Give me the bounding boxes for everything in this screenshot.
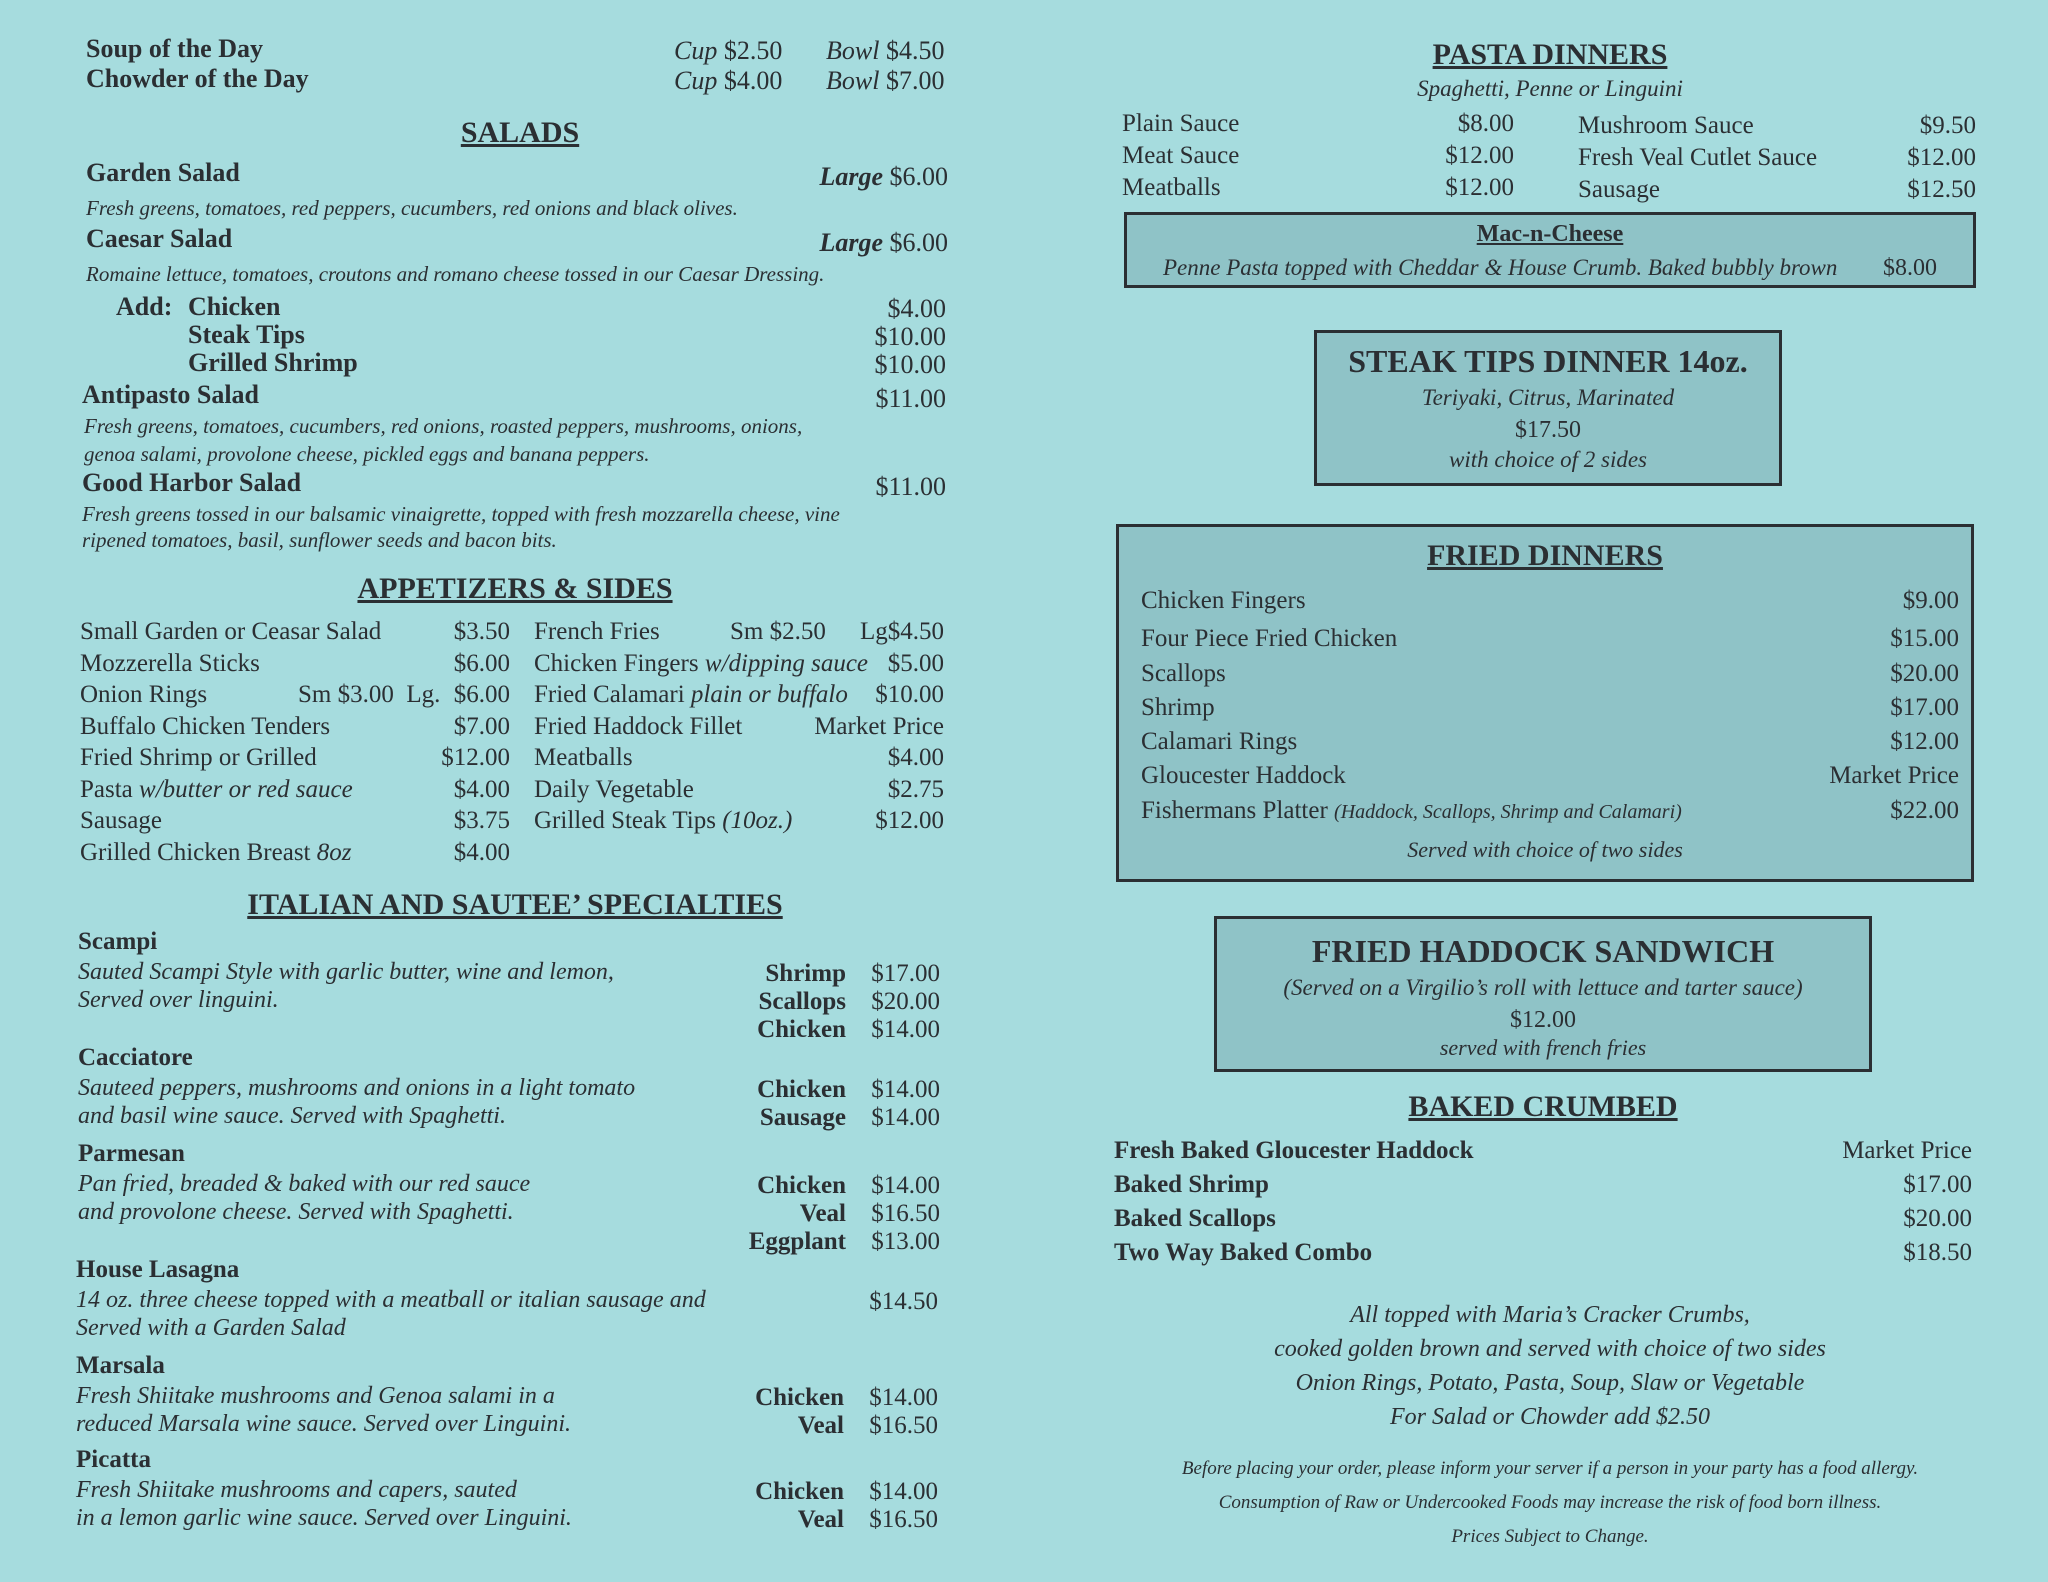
item-options: Shrimp $17.00 Scallops $20.00 Chicken $14.00 (757, 960, 940, 1043)
pasta-row: Meatballs $12.00 (1122, 174, 1514, 201)
appetizer-row: Pasta w/butter or red sauce $4.00 (80, 775, 510, 803)
fried-row: Chicken Fingers $9.00 (1141, 587, 1959, 614)
soup-name: Soup of the Day (86, 34, 263, 63)
baked-row: Baked Shrimp $17.00 (1114, 1171, 1972, 1198)
pasta-heading: PASTA DINNERS (1432, 38, 1668, 71)
addon-name: Grilled Shrimp (188, 348, 358, 377)
addon-price: $10.00 (874, 350, 946, 379)
pasta-row: Meat Sauce $12.00 (1122, 142, 1514, 169)
item-name: Marsala (76, 1352, 165, 1379)
appetizer-row: Mozzerella Sticks $6.00 (80, 649, 510, 677)
item-options: Chicken $14.00 Veal $16.50 (755, 1384, 938, 1439)
haddock-sandwich-desc: (Served on a Virgilio’s roll with lettuce and tarter sauce) (1283, 975, 1803, 1000)
baked-row: Two Way Baked Combo $18.50 (1114, 1239, 1972, 1266)
italian-heading: ITALIAN AND SAUTEE’ SPECIALTIES (247, 888, 783, 921)
addon-name: Chicken (188, 292, 281, 321)
garden-salad-desc: Fresh greens, tomatoes, red peppers, cucumbers, red onions and black olives. (86, 196, 738, 220)
good-harbor-salad-name: Good Harbor Salad (82, 468, 302, 497)
pasta-col1 (1122, 108, 1514, 204)
appetizer-row: Chicken Fingers w/dipping sauce $5.00 (534, 649, 944, 677)
fried-row: Gloucester Haddock Market Price (1141, 762, 1959, 789)
mac-n-cheese-title: Mac-n-Cheese (1476, 221, 1624, 247)
mac-n-cheese-box (1124, 212, 1976, 288)
caesar-salad-name: Caesar Salad (86, 224, 233, 253)
steak-tips-price: $17.50 (1515, 417, 1581, 443)
addon-name: Steak Tips (188, 320, 305, 349)
antipasto-salad-price: $11.00 (875, 384, 946, 413)
appetizer-row: Grilled Steak Tips (10oz.) $12.00 (534, 807, 944, 834)
appetizer-row: Grilled Chicken Breast 8oz $4.00 (80, 838, 510, 866)
fried-row: Four Piece Fried Chicken $15.00 (1141, 625, 1959, 652)
pasta-row: Plain Sauce $8.00 (1122, 110, 1514, 137)
item-desc: Sauted Scampi Style with garlic butter, wine and lemon, Served over linguini. (78, 959, 614, 1013)
item-options: Chicken $14.00 Veal $16.50 Eggplant $13.00 (748, 1172, 940, 1255)
appetizers-col2 (534, 616, 944, 837)
pasta-row: Fresh Veal Cutlet Sauce $12.00 (1578, 144, 1976, 171)
appetizer-row: Fried Shrimp or Grilled $12.00 (80, 744, 510, 771)
salads-heading: SALADS (460, 116, 580, 149)
good-harbor-salad-price: $11.00 (875, 472, 946, 501)
appetizer-row: Small Garden or Ceasar Salad $3.50 (80, 618, 510, 645)
appetizer-row: Sausage $3.75 (80, 807, 510, 834)
chowder-name: Chowder of the Day (86, 64, 309, 93)
good-harbor-desc: Fresh greens tossed in our balsamic vinaigrette, topped with fresh mozzarella cheese, vine (82, 502, 840, 526)
pasta-col2 (1578, 110, 1976, 206)
fried-dinners-heading: FRIED DINNERS (1427, 539, 1663, 572)
caesar-salad-price: Large $6.00 (819, 228, 948, 257)
fried-row: Scallops $20.00 (1141, 660, 1959, 687)
item-desc: Fresh Shiitake mushrooms and Genoa salami in a reduced Marsala wine sauce. Served over Linguini. (76, 1383, 572, 1437)
appetizer-row: Fried Haddock Fillet Market Price (534, 712, 944, 740)
pasta-row: Sausage $12.50 (1578, 176, 1976, 203)
disclaimers: Before placing your order, please inform your server if a person in your party has a food allergy. Consumption of Raw or Undercooked Foods may increase the risk of food born illness. Prices Subject to Change. (1181, 1458, 1919, 1547)
steak-tips-note: with choice of 2 sides (1448, 447, 1648, 472)
item-options: Chicken $14.00 Sausage $14.00 (757, 1076, 940, 1131)
good-harbor-desc: ripened tomatoes, basil, sunflower seeds and bacon bits. (82, 528, 557, 552)
antipasto-desc: genoa salami, provolone cheese, pickled eggs and banana peppers. (84, 442, 650, 466)
steak-tips-box (1314, 330, 1782, 486)
appetizer-row: Buffalo Chicken Tenders $7.00 (80, 712, 510, 740)
appetizer-row: Fried Calamari plain or buffalo $10.00 (534, 681, 944, 708)
baked-crumbed-heading: BAKED CRUMBED (1408, 1090, 1678, 1123)
item-name: Cacciatore (78, 1044, 193, 1071)
fried-row: Fishermans Platter (Haddock, Scallops, Shrimp and Calamari) $22.00 (1141, 797, 1959, 824)
item-name: House Lasagna (76, 1256, 240, 1283)
appetizer-row: Daily Vegetable $2.75 (534, 775, 944, 803)
steak-tips-title: STEAK TIPS DINNER 14oz. (1348, 343, 1748, 379)
item-desc: Pan fried, breaded & baked with our red sauce and provolone cheese. Served with Spaghetti. (78, 1171, 531, 1225)
chowder-bowl: Bowl $7.00 (826, 66, 945, 95)
mac-n-cheese-price: $8.00 (1883, 255, 1937, 281)
item-options: Chicken $14.00 Veal $16.50 (755, 1478, 938, 1533)
appetizer-row: Meatballs $4.00 (534, 744, 944, 771)
item-price: $14.50 (869, 1288, 938, 1315)
fried-row: Calamari Rings $12.00 (1141, 728, 1959, 755)
baked-crumbed-list (1114, 1134, 1972, 1270)
pasta-row: Mushroom Sauce $9.50 (1578, 112, 1976, 139)
soup-cup: Cup $2.50 (674, 36, 783, 65)
mac-n-cheese-desc: Penne Pasta topped with Cheddar & House Crumb. Baked bubbly brown (1163, 255, 1838, 280)
item-name: Picatta (76, 1446, 151, 1473)
steak-tips-flavors: Teriyaki, Citrus, Marinated (1421, 385, 1675, 410)
fried-dinners-box (1116, 524, 1974, 882)
item-name: Parmesan (78, 1140, 185, 1167)
item-desc: Fresh Shiitake mushrooms and capers, sauted in a lemon garlic wine sauce. Served over Linguini. (76, 1477, 572, 1531)
baked-row: Fresh Baked Gloucester Haddock Market Price (1114, 1137, 1972, 1164)
addon-price: $4.00 (887, 294, 946, 323)
appetizer-row: Onion Rings Sm $3.00 Lg. $6.00 (80, 681, 510, 708)
fried-row: Shrimp $17.00 (1141, 694, 1959, 721)
pasta-subtitle: Spaghetti, Penne or Linguini (1417, 76, 1683, 101)
item-desc: Sauteed peppers, mushrooms and onions in a light tomato and basil wine sauce. Served with Spaghetti. (78, 1075, 636, 1129)
antipasto-desc: Fresh greens, tomatoes, cucumbers, red onions, roasted peppers, mushrooms, onions, (84, 414, 803, 438)
addon-price: $10.00 (874, 322, 946, 351)
chowder-cup: Cup $4.00 (674, 66, 783, 95)
haddock-sandwich-price: $12.00 (1510, 1007, 1576, 1033)
baked-row: Baked Scallops $20.00 (1114, 1205, 1972, 1232)
caesar-salad-desc: Romaine lettuce, tomatoes, croutons and romano cheese tossed in our Caesar Dressing. (86, 262, 825, 286)
haddock-sandwich-note: served with french fries (1439, 1035, 1647, 1060)
item-desc: 14 oz. three cheese topped with a meatball or italian sausage and Served with a Garden Salad (76, 1287, 706, 1341)
garden-salad-name: Garden Salad (86, 158, 240, 187)
fried-dinners-list (1141, 581, 1959, 829)
soup-bowl: Bowl $4.50 (826, 36, 945, 65)
fried-dinners-footer: Served with choice of two sides (1407, 837, 1683, 862)
garden-salad-price: Large $6.00 (819, 162, 948, 191)
item-name: Scampi (78, 928, 158, 955)
haddock-sandwich-title: FRIED HADDOCK SANDWICH (1311, 933, 1775, 969)
appetizers-heading: APPETIZERS & SIDES (357, 572, 673, 605)
baked-notes: All topped with Maria’s Cracker Crumbs, cooked golden brown and served with choice of two sides Onion Rings, Potato, Pasta, Soup, Slaw or Vegetable For Salad or Chowder add $2.50 (1274, 1302, 1826, 1430)
appetizer-row: French Fries Sm $2.50 Lg$4.50 (534, 618, 944, 645)
appetizers-col1 (80, 616, 510, 868)
antipasto-salad-name: Antipasto Salad (82, 380, 259, 409)
add-label: Add: (116, 292, 173, 321)
haddock-sandwich-box (1214, 916, 1872, 1072)
